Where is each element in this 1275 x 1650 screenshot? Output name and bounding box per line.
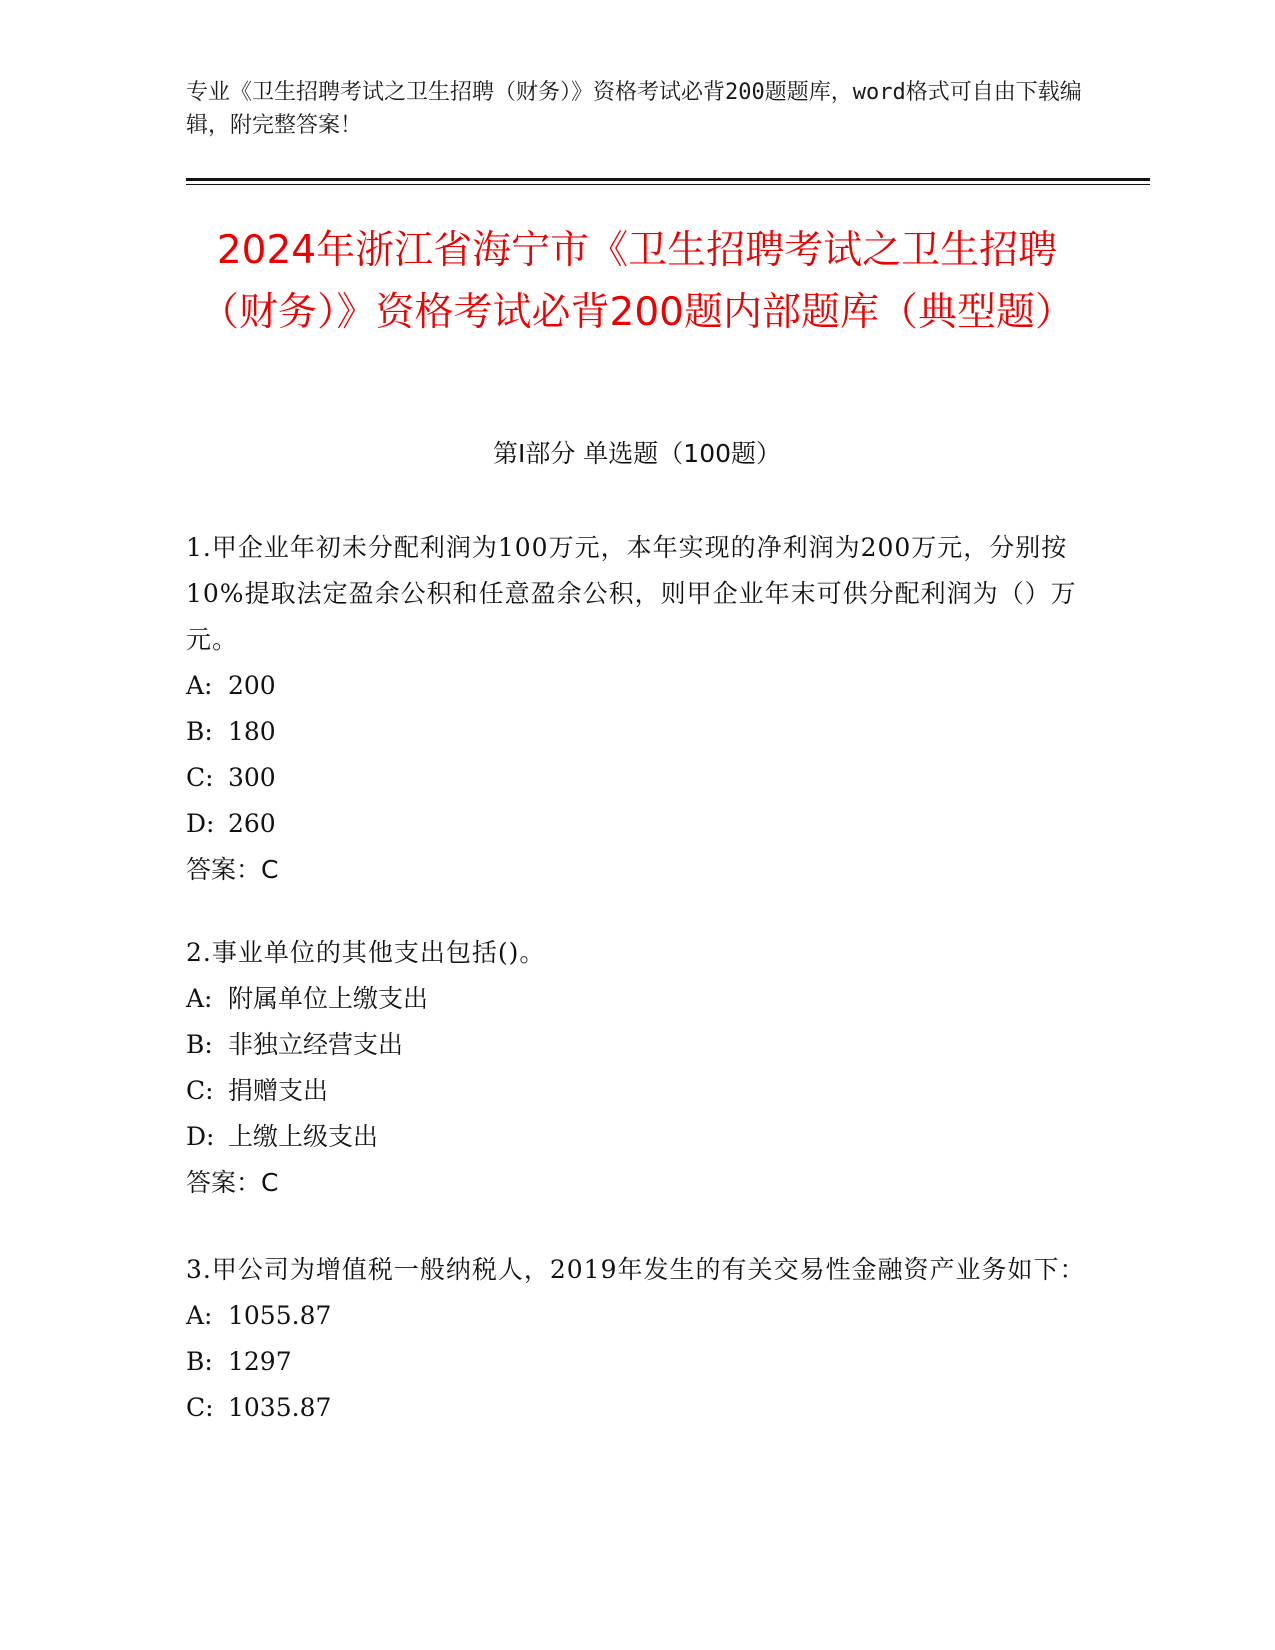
option-text: 300: [228, 763, 276, 792]
header-note: 专业《卫生招聘考试之卫生招聘（财务）》资格考试必背200题题库，word格式可自由下载编辑，附完整答案！: [186, 80, 1082, 138]
question-text: 1.甲企业年初未分配利润为100万元，本年实现的净利润为200万元，分别按10%提取法定盈余公积和任意盈余公积，则甲企业年末可供分配利润为（）万元。: [186, 533, 1077, 654]
option-c: [186, 1385, 1086, 1431]
document-title: 2024年浙江省海宁市《卫生招聘考试之卫生招聘（财务）》资格考试必背200题内部题库（典型题）: [200, 228, 1074, 335]
option-letter: C:: [186, 1076, 214, 1105]
option-text: 捐赠支出: [228, 1076, 329, 1105]
option-a: [186, 1293, 1086, 1339]
option-letter: C:: [186, 763, 214, 792]
option-letter: B:: [186, 1347, 213, 1376]
option-d: [186, 801, 1086, 847]
option-letter: D:: [186, 809, 215, 838]
option-text: 非独立经营支出: [228, 1030, 404, 1059]
option-letter: A:: [186, 671, 213, 700]
option-letter: C:: [186, 1393, 214, 1422]
answer-line: 答案：C: [186, 855, 279, 884]
option-d: [186, 1114, 1086, 1160]
option-text: 附属单位上缴支出: [228, 984, 429, 1013]
option-text: 1055.87: [228, 1301, 332, 1330]
option-c: [186, 755, 1086, 801]
option-text: 1035.87: [228, 1393, 332, 1422]
section-title: 第Ⅰ部分 单选题（100题）: [492, 439, 782, 468]
question-2: [186, 930, 1086, 1206]
option-letter: A:: [186, 984, 213, 1013]
option-letter: A:: [186, 1301, 213, 1330]
answer-line: 答案：C: [186, 1168, 279, 1197]
option-b: [186, 1339, 1086, 1385]
question-text: 2.事业单位的其他支出包括()。: [186, 938, 546, 967]
question-3: [186, 1247, 1086, 1431]
option-letter: B:: [186, 1030, 213, 1059]
option-text: 260: [228, 809, 276, 838]
option-text: 上缴上级支出: [228, 1122, 379, 1151]
option-text: 180: [228, 717, 276, 746]
question-text: 3.甲公司为增值税一般纳税人，2019年发生的有关交易性金融资产业务如下：: [186, 1255, 1086, 1284]
option-a: [186, 663, 1086, 709]
option-letter: D:: [186, 1122, 215, 1151]
option-c: [186, 1068, 1086, 1114]
option-a: [186, 976, 1086, 1022]
option-b: [186, 709, 1086, 755]
option-text: 200: [228, 671, 276, 700]
option-letter: B:: [186, 717, 213, 746]
option-b: [186, 1022, 1086, 1068]
option-text: 1297: [228, 1347, 292, 1376]
question-1: [186, 525, 1086, 893]
header-rule-thick: [186, 178, 1150, 181]
header-rule-thin: [186, 184, 1150, 185]
